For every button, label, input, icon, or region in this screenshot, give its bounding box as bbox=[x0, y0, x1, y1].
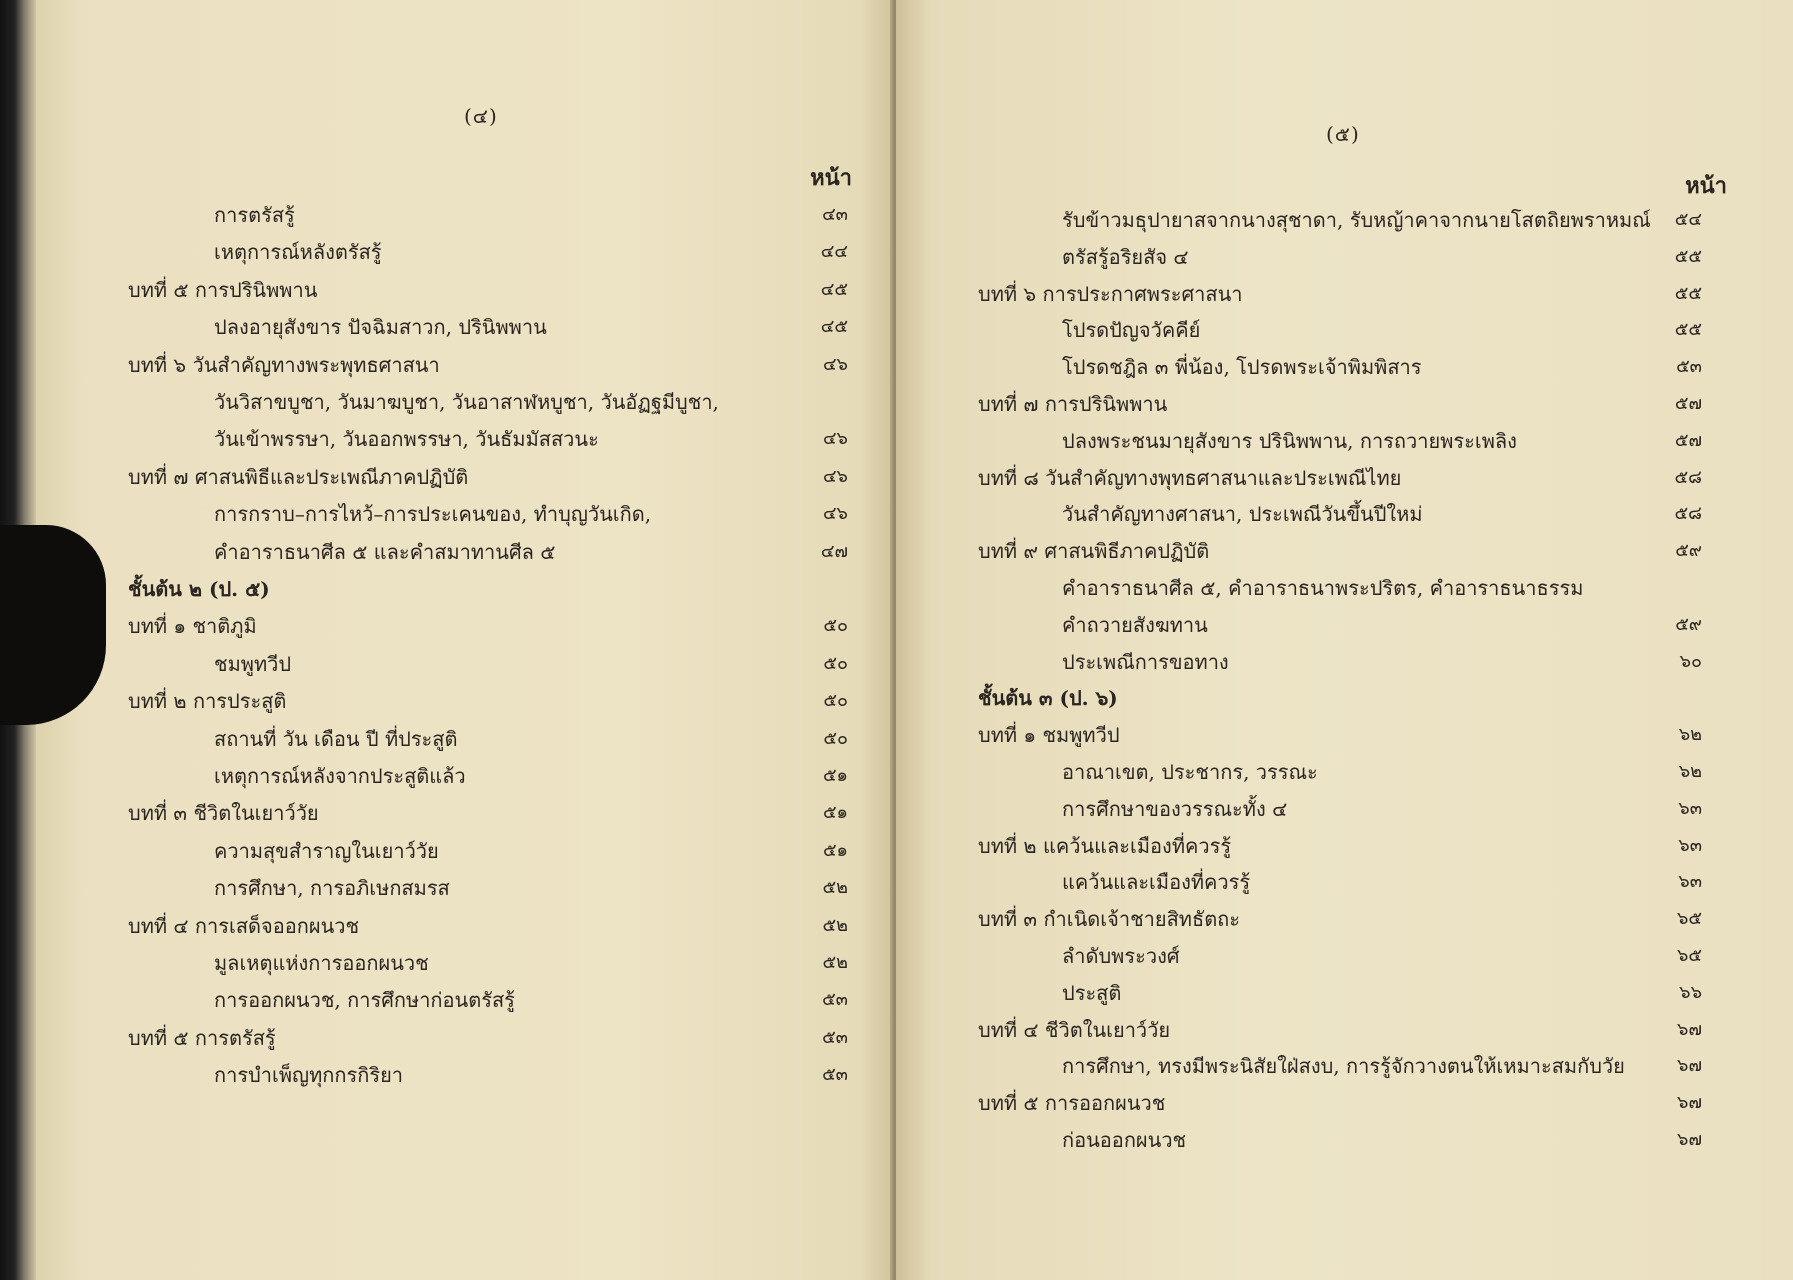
toc-page-ref: ๖๗ bbox=[1677, 1129, 1702, 1150]
toc-entry-row bbox=[1062, 1125, 1702, 1155]
toc-chapter-row bbox=[128, 1023, 848, 1053]
toc-label: บทที่ ๘ วันสำคัญทางพุทธศาสนาและประเพณีไทย bbox=[978, 465, 1402, 490]
toc-entry-row bbox=[1062, 315, 1702, 345]
toc-label: วันเข้าพรรษา, วันออกพรรษา, วันธัมมัสสวนะ bbox=[214, 427, 599, 452]
page-column-header: หน้า bbox=[810, 165, 852, 191]
toc-entry-row bbox=[1062, 499, 1702, 529]
toc-entry-row bbox=[1062, 941, 1702, 971]
toc-label: เหตุการณ์หลังตรัสรู้ bbox=[214, 240, 382, 265]
toc-page-ref: ๕๐ bbox=[823, 615, 848, 637]
toc-label: การศึกษาของวรรณะทั้ง ๔ bbox=[1062, 796, 1288, 821]
toc-entry-row bbox=[214, 873, 848, 903]
toc-page-ref: ๔๓ bbox=[822, 204, 848, 225]
toc-entry-row bbox=[214, 724, 848, 754]
toc-label: ตรัสรู้อริยสัจ ๔ bbox=[1062, 244, 1189, 269]
toc-label: การกราบ–การไหว้–การประเคนของ, ทำบุญวันเกิด, bbox=[214, 502, 652, 527]
toc-entry-row bbox=[214, 649, 848, 679]
toc-page-ref: ๕๐ bbox=[823, 727, 848, 749]
toc-label: ประสูติ bbox=[1062, 980, 1122, 1005]
toc-label: บทที่ ๙ ศาสนพิธีภาคปฏิบัติ bbox=[978, 539, 1210, 564]
toc-entry-row bbox=[1062, 757, 1702, 787]
toc-label: วันสำคัญทางศาสนา, ประเพณีวันขึ้นปีใหม่ bbox=[1062, 502, 1423, 527]
toc-label: บทที่ ๑ ชมพูทวีป bbox=[978, 723, 1120, 748]
toc-label: รับข้าวมธุปายาสจากนางสุชาดา, รับหญ้าคาจากนายโสตถิยพราหมณ์ bbox=[1062, 208, 1651, 232]
toc-chapter-row bbox=[978, 536, 1702, 566]
toc-chapter-row bbox=[978, 463, 1702, 493]
toc-entry-row bbox=[1062, 426, 1702, 456]
toc-chapter-row bbox=[128, 611, 848, 641]
toc-label: แคว้นและเมืองที่ควรรู้ bbox=[1062, 870, 1251, 895]
toc-label: ก่อนออกผนวช bbox=[1062, 1128, 1187, 1152]
toc-label: ความสุขสำราญในเยาว์วัย bbox=[214, 838, 439, 863]
toc-page-ref: ๕๐ bbox=[823, 690, 848, 712]
toc-chapter-row bbox=[978, 831, 1702, 861]
toc-page-ref: ๕๙ bbox=[1675, 613, 1702, 635]
toc-label: สถานที่ วัน เดือน ปี ที่ประสูติ bbox=[214, 726, 458, 751]
toc-label: บทที่ ๒ การประสูติ bbox=[128, 689, 287, 714]
left-page bbox=[36, 0, 894, 1280]
toc-entry-row bbox=[214, 985, 848, 1015]
toc-chapter-row bbox=[978, 904, 1702, 934]
toc-label: บทที่ ๕ การปรินิพพาน bbox=[128, 277, 318, 302]
toc-entry-row bbox=[1062, 352, 1702, 382]
toc-page-ref: ๕๑ bbox=[822, 802, 848, 824]
toc-entry-row bbox=[1062, 867, 1702, 897]
toc-entry-row bbox=[214, 312, 848, 342]
toc-entry-row bbox=[1062, 573, 1702, 603]
toc-label: ชั้นต้น ๒ (ป. ๕) bbox=[128, 577, 270, 601]
toc-label: คำอาราธนาศีล ๕, คำอาราธนาพระปริตร, คำอาราธนาธรรม bbox=[1062, 576, 1584, 600]
toc-page-ref: ๕๗ bbox=[1674, 429, 1702, 451]
toc-chapter-row bbox=[128, 275, 848, 305]
toc-label: บทที่ ๖ วันสำคัญทางพระพุทธศาสนา bbox=[128, 352, 440, 377]
toc-chapter-row bbox=[978, 389, 1702, 419]
toc-page-ref: ๖๓ bbox=[1678, 797, 1702, 819]
toc-chapter-row bbox=[128, 350, 848, 380]
toc-chapter-row bbox=[978, 1015, 1702, 1045]
toc-label: วันวิสาขบูชา, วันมาฆบูชา, วันอาสาฬหบูชา, วันอัฏฐมีบูชา, bbox=[214, 390, 719, 414]
toc-label: ปลงพระชนมายุสังขาร ปรินิพพาน, การถวายพระเพลิง bbox=[1062, 428, 1517, 453]
toc-label: การตรัสรู้ bbox=[214, 203, 295, 227]
toc-label: ปลงอายุสังขาร ปัจฉิมสาวก, ปรินิพพาน bbox=[214, 315, 547, 340]
toc-page-ref: ๕๕ bbox=[1674, 319, 1702, 341]
toc-page-ref: ๕๗ bbox=[1674, 393, 1702, 414]
toc-label: คำถวายสังฆทาน bbox=[1062, 612, 1208, 637]
toc-label: บทที่ ๕ การออกผนวช bbox=[978, 1091, 1166, 1116]
toc-page-ref: ๕๓ bbox=[822, 989, 848, 1011]
toc-page-ref: ๔๖ bbox=[822, 428, 848, 450]
toc-entry-row bbox=[214, 948, 848, 978]
toc-page-ref: ๖๒ bbox=[1678, 761, 1702, 782]
toc-page-ref: ๖๒ bbox=[1678, 724, 1702, 746]
toc-label: บทที่ ๑ ชาติภูมิ bbox=[128, 614, 257, 639]
toc-page-ref: ๕๙ bbox=[1675, 540, 1702, 562]
toc-label: อาณาเขต, ประชากร, วรรณะ bbox=[1062, 760, 1318, 784]
toc-label: โปรดปัญจวัคคีย์ bbox=[1062, 318, 1201, 343]
toc-page-ref: ๔๖ bbox=[822, 503, 848, 525]
toc-entry-row bbox=[214, 761, 848, 791]
toc-label: โปรดชฎิล ๓ พี่น้อง, โปรดพระเจ้าพิมพิสาร bbox=[1062, 355, 1422, 380]
toc-page-ref: ๔๕ bbox=[820, 278, 848, 300]
toc-label: บทที่ ๒ แคว้นและเมืองที่ควรรู้ bbox=[978, 833, 1232, 858]
toc-page-ref: ๖๖ bbox=[1679, 981, 1702, 1003]
toc-label: การศึกษา, การอภิเษกสมรส bbox=[214, 876, 450, 901]
toc-entry-row bbox=[214, 499, 848, 529]
toc-page-ref: ๖๗ bbox=[1677, 1092, 1702, 1114]
page-column-header: หน้า bbox=[1685, 173, 1727, 199]
toc-page-ref: ๕๑ bbox=[822, 765, 848, 786]
toc-entry-row bbox=[1062, 794, 1702, 824]
toc-entry-row bbox=[214, 836, 848, 866]
toc-entry-row bbox=[214, 537, 848, 567]
toc-label: บทที่ ๓ ชีวิตในเยาว์วัย bbox=[128, 801, 319, 826]
toc-label: บทที่ ๔ การเสด็จออกผนวช bbox=[128, 913, 360, 938]
toc-page-ref: ๕๐ bbox=[823, 652, 848, 674]
toc-chapter-row bbox=[978, 720, 1702, 750]
toc-page-ref: ๖๕ bbox=[1676, 945, 1702, 966]
toc-page-ref: ๕๘ bbox=[1674, 503, 1702, 525]
toc-page-ref: ๕๕ bbox=[1674, 245, 1702, 267]
toc-page-ref: ๕๒ bbox=[822, 914, 848, 936]
toc-label: บทที่ ๕ การตรัสรู้ bbox=[128, 1025, 276, 1050]
toc-chapter-row bbox=[128, 686, 848, 716]
toc-page-ref: ๕๕ bbox=[1674, 282, 1702, 304]
toc-label: ชั้นต้น ๓ (ป. ๖) bbox=[978, 686, 1118, 711]
toc-page-ref: ๕๓ bbox=[1676, 356, 1702, 378]
toc-label: คำอาราธนาศีล ๕ และคำสมาทานศีล ๕ bbox=[214, 539, 556, 564]
page-number: (๔) bbox=[464, 104, 498, 128]
toc-label: ลำดับพระวงศ์ bbox=[1062, 944, 1180, 968]
toc-label: มูลเหตุแห่งการออกผนวช bbox=[214, 951, 429, 975]
toc-section-heading bbox=[128, 574, 848, 604]
toc-entry-row bbox=[1062, 205, 1702, 235]
toc-page-ref: ๕๘ bbox=[1674, 466, 1702, 488]
toc-page-ref: ๖๗ bbox=[1677, 1055, 1702, 1077]
right-page bbox=[896, 0, 1793, 1280]
toc-label: เหตุการณ์หลังจากประสูติแล้ว bbox=[214, 764, 466, 788]
toc-chapter-row bbox=[978, 1088, 1702, 1118]
toc-entry-row bbox=[214, 1060, 848, 1090]
toc-page-ref: ๖๗ bbox=[1677, 1018, 1702, 1040]
toc-entry-row bbox=[214, 387, 848, 417]
toc-page-ref: ๖๐ bbox=[1679, 650, 1702, 672]
toc-entry-row bbox=[214, 200, 848, 230]
toc-entry-row bbox=[214, 237, 848, 267]
toc-chapter-row bbox=[128, 911, 848, 941]
toc-label: ชมพูทวีป bbox=[214, 651, 292, 676]
toc-label: การศึกษา, ทรงมีพระนิสัยใฝ่สงบ, การรู้จักวางตนให้เหมาะสมกับวัย bbox=[1062, 1054, 1625, 1079]
toc-page-ref: ๖๕ bbox=[1676, 908, 1702, 930]
toc-chapter-row bbox=[128, 462, 848, 492]
toc-label: บทที่ ๔ ชีวิตในเยาว์วัย bbox=[978, 1017, 1171, 1042]
toc-entry-row bbox=[1062, 242, 1702, 272]
toc-page-ref: ๖๓ bbox=[1678, 871, 1702, 893]
toc-page-ref: ๕๓ bbox=[822, 1026, 848, 1048]
toc-page-ref: ๖๓ bbox=[1678, 834, 1702, 856]
toc-label: บทที่ ๗ ศาสนพิธีและประเพณีภาคปฏิบัติ bbox=[128, 464, 469, 489]
toc-page-ref: ๕๒ bbox=[822, 952, 848, 973]
toc-entry-row bbox=[1062, 978, 1702, 1008]
toc-page-ref: ๔๕ bbox=[820, 316, 848, 338]
toc-label: บทที่ ๖ การประกาศพระศาสนา bbox=[978, 281, 1243, 306]
toc-label: ประเพณีการขอทาง bbox=[1062, 649, 1229, 674]
toc-label: การออกผนวช, การศึกษาก่อนตรัสรู้ bbox=[214, 988, 515, 1013]
toc-chapter-row bbox=[978, 279, 1702, 309]
toc-label: บทที่ ๗ การปรินิพพาน bbox=[978, 392, 1168, 416]
toc-page-ref: ๔๖ bbox=[822, 353, 848, 375]
toc-entry-row bbox=[1062, 610, 1702, 640]
toc-page-ref: ๕๑ bbox=[822, 839, 848, 861]
toc-page-ref: ๔๔ bbox=[820, 241, 848, 263]
toc-label: บทที่ ๓ กำเนิดเจ้าชายสิทธัตถะ bbox=[978, 907, 1241, 932]
toc-page-ref: ๕๒ bbox=[822, 877, 848, 899]
toc-entry-row bbox=[214, 424, 848, 454]
toc-page-ref: ๔๗ bbox=[820, 540, 848, 562]
toc-section-heading bbox=[978, 683, 1702, 713]
toc-label: การบำเพ็ญทุกกรกิริยา bbox=[214, 1063, 404, 1088]
toc-entry-row bbox=[1062, 1051, 1702, 1081]
toc-entry-row bbox=[1062, 647, 1702, 677]
toc-chapter-row bbox=[128, 798, 848, 828]
toc-page-ref: ๕๔ bbox=[1674, 209, 1702, 230]
toc-page-ref: ๔๖ bbox=[822, 465, 848, 487]
page-number: (๕) bbox=[1326, 122, 1360, 146]
toc-page-ref: ๕๓ bbox=[822, 1064, 848, 1086]
